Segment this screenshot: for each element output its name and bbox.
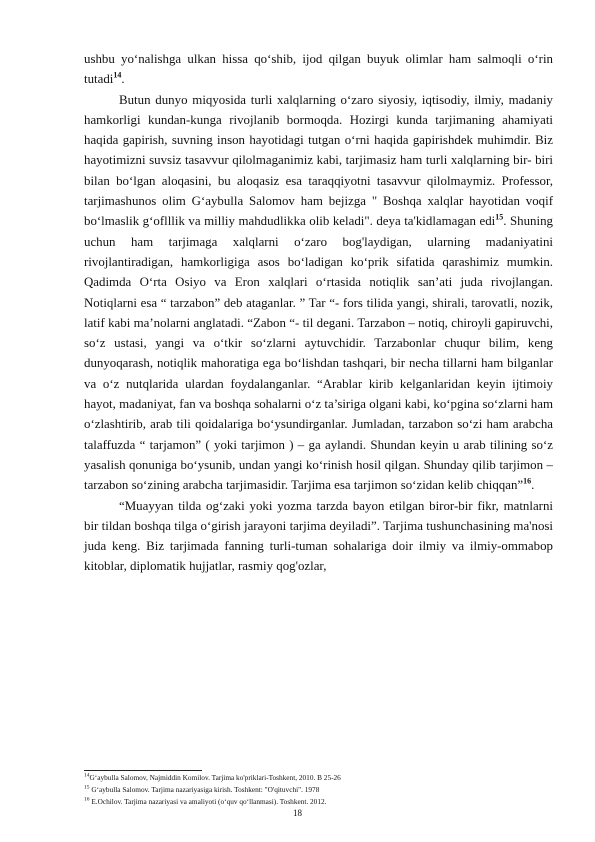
footnote-text: G‘aybulla Salomov, Najmiddin Komilov. Tarjima ko'priklari-Toshkent, 2010. B 25-26 [89, 773, 341, 782]
paragraph-3 [84, 496, 553, 577]
footnote-number: 15 [84, 784, 90, 791]
paragraph-text: ushbu yo‘nalishga ulkan hissa qo‘shib, ijod qilgan buyuk olimlar ham salmoqli o‘rin tutadi [84, 52, 553, 87]
paragraph-tail: . [121, 72, 125, 87]
footnote-number: 14 [84, 772, 90, 779]
footnote-text: E.Ochilov. Tarjima nazariyasi va amaliyoti (o‘quv qo‘llanmasi). Toshkent. 2012. [89, 797, 327, 806]
paragraph-1 [84, 49, 553, 90]
footnote-text: G‘aybulla Salomov. Tarjima nazariyasiga kirish. Toshkent: "O'qituvchi". 1978 [89, 785, 320, 794]
body-text [84, 49, 553, 577]
footnote-ref-16: 16 [523, 476, 532, 486]
footnote [84, 772, 553, 784]
paragraph-text: “Muayyan tilda og‘zaki yoki yozma tarzda bayon etilgan biror-bir fikr, matnlarni bir tildan boshqa tilga o‘girish jarayoni tarjima deyiladi”. Tarjima tushunchasining ma'nosi juda keng. Biz tarjimada fanning turli-tuman sohalariga doir ilmiy va ilmiy-ommabop kitoblar, diplomatik hujjatlar, rasmiy qog'ozlar, [84, 498, 553, 574]
paragraph-tail: . [531, 478, 535, 493]
paragraph-text-continued: . Shuning uchun ham tarjimaga xalqlarni o‘zaro bog'laydigan, ularning madaniyatini rivojlantiradigan, hamkorligiga asos bo‘ladigan ko‘prik sifatida qarashimiz mumkin. Qadimda O‘rta Osiyo va Eron xalqlari o‘rtasida notiqlik san’ati juda rivojlangan. Notiqlarni esa “ tarzabon” deb ataganlar. ” Tar “- fors tilida yangi, shirali, tarovatli, nozik, latif kabi ma’nolarni anglatadi. “Zabon “- til degani. Tarzabon – notiq, chiroyli gapiruvchi, so‘z ustasi, yangi va o‘tkir so‘zlarni aytuvchidir. Tarzabonlar chuqur bilim, keng dunyoqarash, notiqlik mahoratiga ega bo‘lishdan tashqari, bir necha tillarni ham bilganlar va o‘z nutqlarida ulardan foydalanganlar. “Arablar kirib kelganlaridan keyin ijtimoiy hayot, madaniyat, fan va boshqa sohalarni o‘z ta’siriga olgani kabi, ko‘pgina so‘zlarni ham o‘zlashtirib, arab tili qoidalariga bo‘ysundirganlar. Jumladan, tarzabon so‘zi ham arabcha talaffuzda “ tarjamon” ( yoki tarjimon ) – ga aylandi. Shundan keyin u arab tilining so‘z yasalish qonuniga bo‘ysunib, undan yangi ko‘rinish hosil qilgan. Shunday qilib tarjimon – tarzabon so‘zining arabcha tarjimasidir. Tarjima esa tarjimon so‘zidan kelib chiqqan” [84, 214, 553, 493]
footnote-ref-15: 15 [495, 213, 504, 223]
footnote-ref-14: 14 [113, 71, 122, 80]
paragraph-2 [84, 90, 553, 496]
footnote [84, 784, 553, 796]
footnotes [84, 772, 553, 808]
footnote [84, 796, 553, 808]
page-number: 18 [293, 808, 302, 818]
footnote-number: 16 [84, 796, 90, 803]
footnote-separator [84, 770, 202, 771]
paragraph-text: Butun dunyo miqyosida turli xalqlarning o‘zaro siyosiy, iqtisodiy, ilmiy, madaniy hamkorligi kundan-kunga rivojlanib bormoqda. Hozirgi kunda tarjimaning ahamiyati haqida gapirish, suvning inson hayotidagi tutgan o‘rni haqida gapirishdek muhimdir. Biz hayotimizni suvsiz tasavvur qilolmaganimiz kabi, tarjimasiz ham turli xalqlarning bir- biri bilan bo‘lgan aloqasini, bu aloqasiz esa taraqqiyotni tasavvur qilolmaymiz. Professor, tarjimashunos olim G‘aybulla Salomov ham bejizga " Boshqa xalqlar hayotidan voqif bo‘lmaslik g‘oflllik va milliy mahdudlikka olib keladi". deya ta'kidlamagan edi [84, 92, 553, 229]
